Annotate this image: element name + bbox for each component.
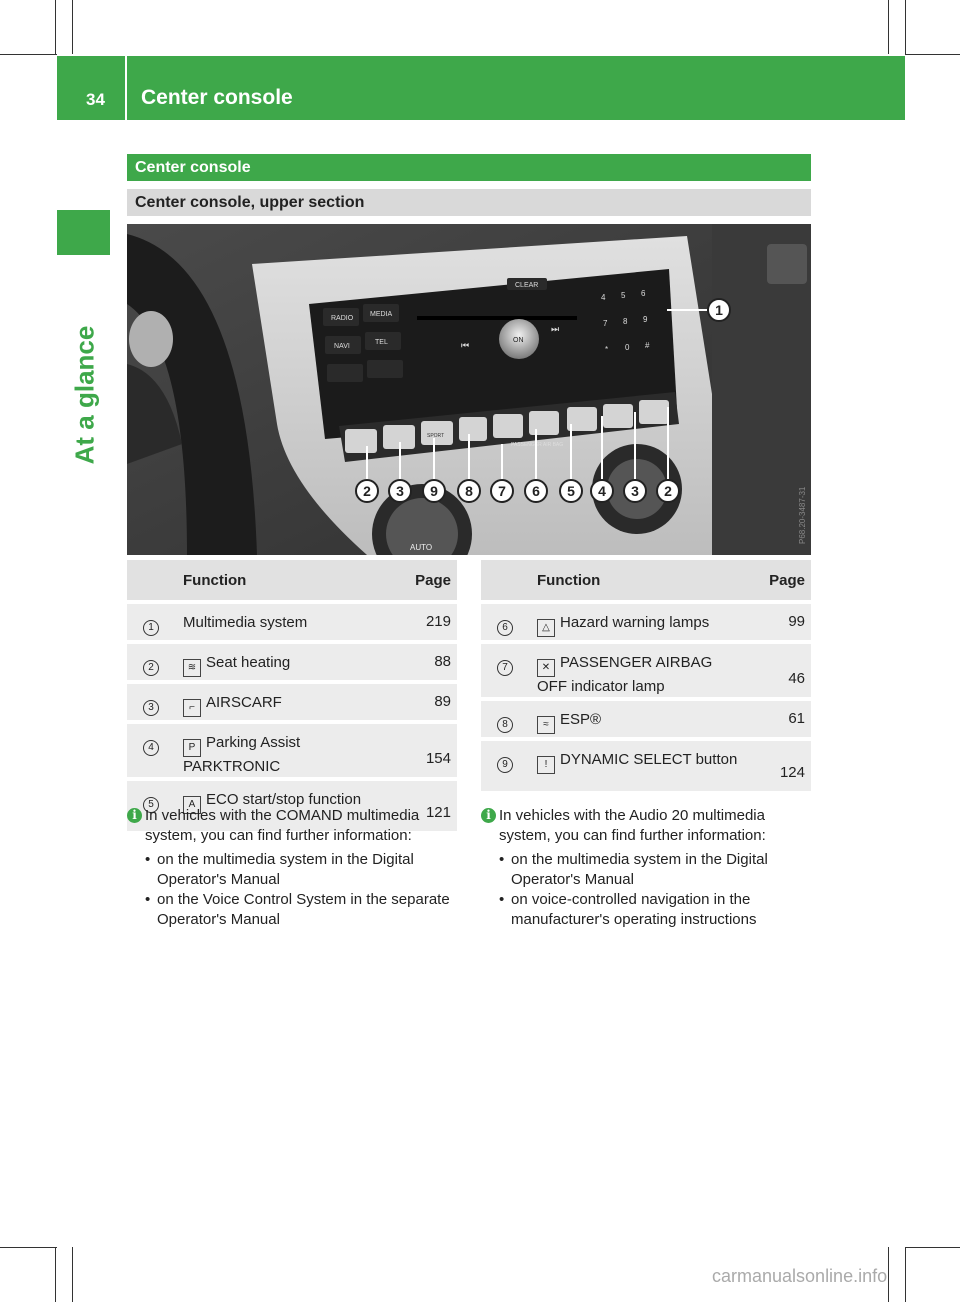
- header-divider: [125, 56, 127, 120]
- svg-text:3: 3: [396, 483, 404, 499]
- crop-mark: [905, 1247, 960, 1248]
- row-page[interactable]: 121: [397, 781, 457, 835]
- callout-marker: [356, 480, 378, 502]
- note-intro: In vehicles with the COMAND multimedia system, you can find further information:: [145, 807, 420, 844]
- row-number: 2: [143, 660, 159, 676]
- table-row: [481, 644, 811, 701]
- section-title: Center console: [127, 154, 811, 181]
- row-page[interactable]: 99: [751, 604, 811, 644]
- crop-mark: [0, 1247, 57, 1248]
- callout-marker: [657, 480, 679, 502]
- note-bullet: • on the multimedia system in the Digital Operator's Manual: [511, 850, 811, 890]
- row-number: 1: [143, 620, 159, 636]
- passenger-airbag-label: PASSENGER AIR BAG: [511, 442, 564, 448]
- table-header-page: Page: [751, 560, 811, 604]
- navi-button-label: NAVI: [334, 343, 350, 350]
- table-row: [127, 604, 457, 644]
- table-row: [481, 741, 811, 795]
- callout-marker: [525, 480, 547, 502]
- row-page[interactable]: 61: [751, 701, 811, 741]
- note-bullet: • on the multimedia system in the Digital Operator's Manual: [157, 850, 457, 890]
- svg-text:8: 8: [465, 483, 473, 499]
- callout-marker: [560, 480, 582, 502]
- table-header-function: Function: [175, 560, 397, 604]
- row-function: DYNAMIC SELECT button: [560, 751, 738, 768]
- crop-mark: [905, 54, 960, 55]
- table-row: [127, 644, 457, 684]
- hazard-icon: △: [537, 619, 555, 637]
- svg-text:9: 9: [643, 315, 648, 324]
- row-number: 4: [143, 740, 159, 756]
- steering-wheel-control: [129, 311, 173, 367]
- row-number: 3: [143, 700, 159, 716]
- crop-mark: [905, 0, 906, 54]
- svg-text:0: 0: [625, 343, 630, 352]
- watermark: carmanualsonline.info: [712, 1266, 888, 1286]
- callout-marker: [591, 480, 613, 502]
- crop-mark: [0, 54, 57, 55]
- callout-marker-top: [708, 299, 730, 321]
- note-intro: In vehicles with the Audio 20 multimedia system, you can find further information:: [499, 807, 766, 844]
- row-page[interactable]: 219: [397, 604, 457, 644]
- row-number: 8: [497, 717, 513, 733]
- callout-marker: [491, 480, 513, 502]
- center-console-photo: [127, 224, 811, 555]
- svg-text:3: 3: [631, 483, 639, 499]
- svg-text:2: 2: [664, 483, 672, 499]
- callout-marker: [624, 480, 646, 502]
- crop-mark: [55, 0, 56, 54]
- header-title: Center console: [141, 86, 293, 109]
- function-table-left: [127, 560, 457, 835]
- radio-button-label: RADIO: [331, 315, 354, 322]
- svg-text:5: 5: [621, 291, 626, 300]
- row-function: ECO start/stop function: [206, 791, 362, 808]
- info-note-comand: [127, 806, 457, 930]
- table-header-blank: [127, 560, 175, 604]
- svg-text:8: 8: [623, 317, 628, 326]
- table-header-function: Function: [529, 560, 751, 604]
- row-page[interactable]: 124: [751, 741, 811, 795]
- parking-assist-icon: P: [183, 739, 201, 757]
- note-bullet: • on voice-controlled navigation in the manufacturer's operating instructions: [511, 890, 811, 930]
- media-button-label: MEDIA: [370, 311, 393, 318]
- svg-text:4: 4: [598, 483, 606, 499]
- svg-text:1: 1: [599, 265, 604, 274]
- info-note-audio20: [481, 806, 811, 930]
- page-number: 34: [86, 90, 105, 109]
- crop-mark: [905, 1247, 906, 1302]
- svg-text:6: 6: [532, 483, 540, 499]
- crop-mark: [888, 1247, 889, 1302]
- row-page[interactable]: 154: [397, 724, 457, 781]
- sport-label: SPORT: [427, 433, 445, 439]
- row-function: Hazard warning lamps: [560, 614, 710, 631]
- svg-text:*: *: [605, 345, 609, 354]
- crop-mark: [72, 0, 73, 54]
- section-subtitle: Center console, upper section: [127, 189, 811, 216]
- row-number: 9: [497, 757, 513, 773]
- svg-text:3: 3: [639, 261, 644, 270]
- info-icon: i: [127, 808, 142, 823]
- svg-text:2: 2: [619, 263, 624, 272]
- on-knob-label: ON: [513, 337, 524, 344]
- svg-text:⏮: ⏮: [461, 341, 470, 351]
- row-function: AIRSCARF: [206, 694, 282, 711]
- table-row: [127, 724, 457, 781]
- airscarf-icon: ⌐: [183, 699, 201, 717]
- function-table-right: [481, 560, 811, 795]
- seat-heating-icon: ≋: [183, 659, 201, 677]
- svg-text:#: #: [645, 341, 650, 350]
- dynamic-select-icon: !: [537, 756, 555, 774]
- svg-text:1: 1: [715, 302, 723, 318]
- table-row: [481, 701, 811, 741]
- eco-start-stop-icon: A: [183, 796, 201, 814]
- svg-text:⏭: ⏭: [551, 325, 560, 335]
- row-page[interactable]: 46: [751, 644, 811, 701]
- side-tab-marker: [57, 210, 110, 255]
- auto-label: AUTO: [410, 543, 433, 552]
- crop-mark: [72, 1247, 73, 1302]
- svg-text:7: 7: [498, 483, 506, 499]
- callout-marker: [458, 480, 480, 502]
- table-row: [481, 604, 811, 644]
- row-number: 7: [497, 660, 513, 676]
- svg-text:2: 2: [363, 483, 371, 499]
- row-page[interactable]: 88: [397, 644, 457, 684]
- crop-mark: [55, 1247, 56, 1302]
- row-function: Parking Assist PARKTRONIC: [183, 734, 301, 775]
- clear-button-label: CLEAR: [515, 282, 539, 289]
- esp-off-icon: ≈: [537, 716, 555, 734]
- table-row: [127, 684, 457, 724]
- note-bullet: • on the Voice Control System in the separate Operator's Manual: [157, 890, 457, 930]
- side-tab-label: At a glance: [69, 325, 100, 465]
- svg-text:9: 9: [430, 483, 438, 499]
- svg-text:4: 4: [601, 293, 606, 302]
- row-function: PASSENGER AIRBAG OFF indicator lamp: [537, 654, 713, 695]
- crop-mark: [888, 0, 889, 54]
- row-page[interactable]: 89: [397, 684, 457, 724]
- table-header-page: Page: [397, 560, 457, 604]
- row-number: 5: [143, 797, 159, 813]
- callout-marker: [389, 480, 411, 502]
- row-function: Seat heating: [206, 654, 291, 671]
- callout-marker: [423, 480, 445, 502]
- figure-code: P68.20-3487-31: [798, 486, 807, 544]
- svg-text:6: 6: [641, 289, 646, 298]
- tel-button-label: TEL: [375, 339, 388, 346]
- info-icon: i: [481, 808, 496, 823]
- table-header-blank: [481, 560, 529, 604]
- svg-text:7: 7: [603, 319, 608, 328]
- airbag-off-icon: ✕: [537, 659, 555, 677]
- row-number: 6: [497, 620, 513, 636]
- row-function: ESP®: [560, 711, 602, 728]
- row-function: Multimedia system: [183, 614, 308, 631]
- svg-text:5: 5: [567, 483, 575, 499]
